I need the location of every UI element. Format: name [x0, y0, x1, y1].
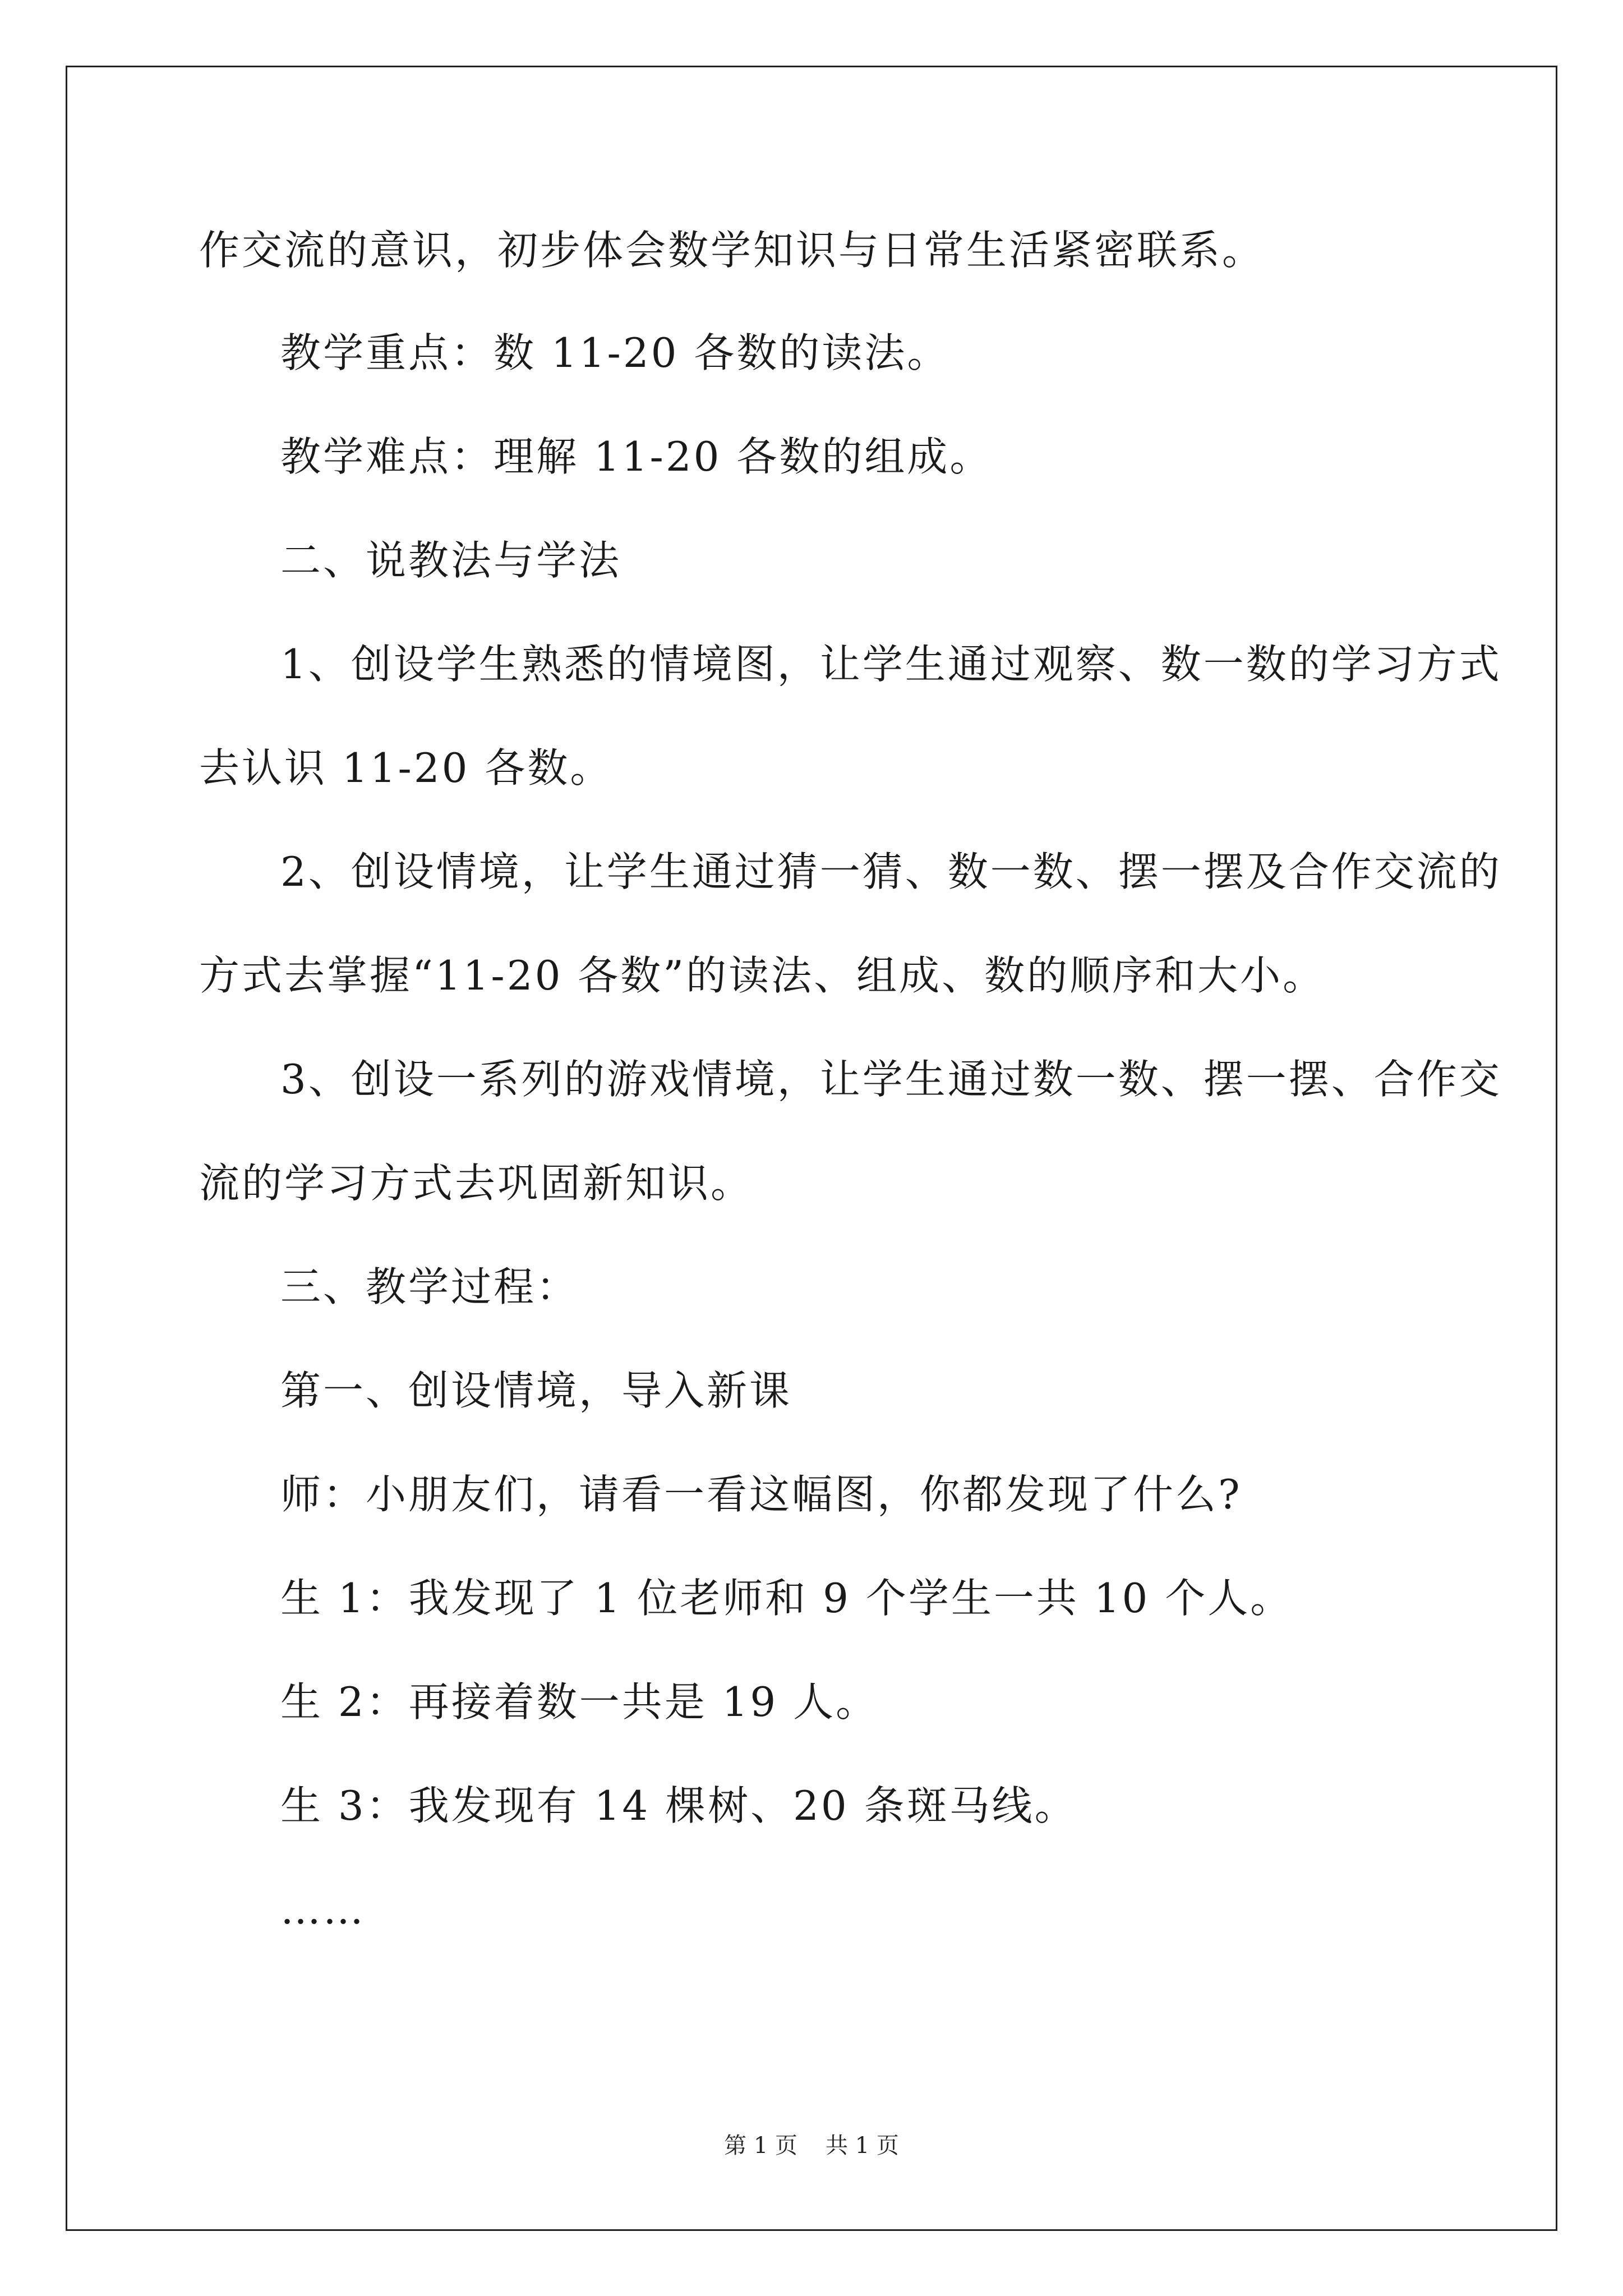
paragraph-line: 去认识 11-20 各数。 — [199, 744, 613, 792]
paragraph-line: 生 1：我发现了 1 位老师和 9 个学生一共 10 个人。 — [280, 1575, 1293, 1622]
paragraph-line: 教学难点：理解 11-20 各数的组成。 — [280, 433, 993, 480]
page-total: 共 1 页 — [826, 2133, 899, 2159]
paragraph-line: 师：小朋友们，请看一看这幅图，你都发现了什么? — [280, 1471, 1242, 1518]
paragraph-line: 3、创设一系列的游戏情境，让学生通过数一数、摆一摆、合作交 — [280, 1056, 1502, 1103]
paragraph-line: 流的学习方式去巩固新知识。 — [199, 1159, 754, 1207]
paragraph-line: 作交流的意识，初步体会数学知识与日常生活紧密联系。 — [199, 227, 1265, 274]
ellipsis: …… — [280, 1886, 366, 1933]
section-heading: 三、教学过程： — [280, 1263, 579, 1310]
paragraph-line: 1、创设学生熟悉的情境图，让学生通过观察、数一数的学习方式 — [280, 641, 1502, 688]
page-number: 第 1 页 — [724, 2133, 797, 2159]
subsection-heading: 第一、创设情境，导入新课 — [280, 1367, 792, 1414]
paragraph-line: 教学重点：数 11-20 各数的读法。 — [280, 329, 950, 376]
paragraph-line: 生 3：我发现有 14 棵树、20 条斑马线。 — [280, 1782, 1077, 1829]
section-heading: 二、说教法与学法 — [280, 537, 622, 584]
page-footer — [0, 2134, 1623, 2157]
paragraph-line: 方式去掌握“11-20 各数”的读法、组成、数的顺序和大小。 — [199, 952, 1326, 999]
paragraph-line: 生 2：再接着数一共是 19 人。 — [280, 1678, 879, 1726]
paragraph-line: 2、创设情境，让学生通过猜一猜、数一数、摆一摆及合作交流的 — [280, 848, 1502, 895]
